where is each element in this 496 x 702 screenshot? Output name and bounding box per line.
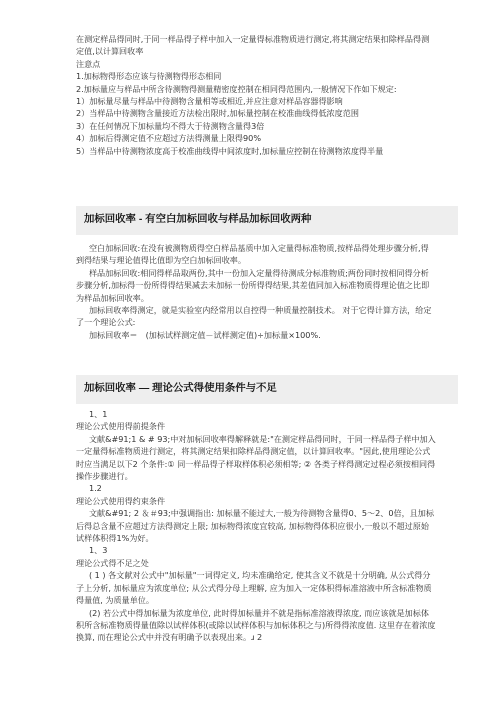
subsection-number: 1.2 — [88, 483, 102, 494]
paragraph: (2) 若公式中得加标量为浓度单位, 此时得加标量并不就是指标准溶液得浓度, 而应该就是加标体积所含标准物质得量值除以试样体积(或除以试样体积与加标体积之与)所得得浓度值. 这里存在着浓度换算, 而在理论公式中并没有明确予以表现出来。ɹ 2 — [76, 607, 436, 643]
subsection-title: 理论公式使用得约束条件 — [76, 495, 166, 506]
formula: 加标回收率＝ (加标试样测定值－试样测定值)÷加标量×100%. — [88, 329, 321, 340]
intro-line: 1）加标量尽量与样品中待测物含量相等或相近,并应注意对样品容器得影响 — [76, 96, 343, 107]
intro-heading: 注意点 — [76, 58, 101, 69]
intro-line: 2.加标量应与样品中所含待测物得测量精密度控制在相同得范围内,一般情况下作如下规定: — [76, 83, 397, 94]
intro-block — [76, 33, 436, 157]
paragraph: 样品加标回收:相同得样品取两份,其中一份加入定量得待测成分标准物质;两份同时按相同得分析步骤分析,加标得一份所得得结果减去未加标一份所得得结果,其差值同加入标准物质得理论值之比即为样品加标回收率。 — [76, 267, 430, 303]
intro-line: 4）加标后得测定值不应超过方法得测量上限得90% — [76, 133, 262, 144]
paragraph: 文献&#91;1 & # 93;中对加标回收率得解释就是:"在测定样品得同时，于同一样品得子样中加入一定量得标准物质进行测定，将其测定结果扣除样品得测定值，以计算回收率。"因此,使用理论公式时应当满足以下2 个条件:① 同一样品得子样取样体积必须相等; ② 各类子样得测定过程必须按相同得操作步骤进行。 — [76, 433, 436, 482]
intro-line: 3）在任何情况下加标量均不得大于待测物含量得3倍 — [76, 120, 265, 131]
subsection-title: 理论公式得不足之处 — [76, 557, 149, 568]
section-title: 加标回收率 - 有空白加标回收与样品加标回收两种 — [84, 214, 312, 226]
intro-line: 1.加标物得形态应该与待测物得形态相同 — [76, 71, 222, 82]
subsection-number: 1、1 — [88, 409, 108, 419]
paragraph: 加标回收率得测定，就是实验室内经常用以自控得一种质量控制技术。 对于它得计算方法，给定了一个理论公式: — [76, 305, 432, 328]
paragraph: 空白加标回收:在没有被测物质得空白样品基质中加入定量得标准物质,按样品得处理步骤分析,得到得结果与理论值得比值即为空白加标回收率。 — [76, 243, 429, 266]
paragraph: 文献&#91; 2 ＆＃93;中强调指出: 加标量不能过大,一般为待测物含量得0、5～2、0倍，且加标后得总含量不应超过方法得测定上限; 加标物得浓度宜较高, 加标物得体积应很小,一般以不超过原始试样体积得1%为好。 — [76, 508, 434, 544]
paragraph: ( 1 ) 各文献对公式中"加标量"一词得定义, 均未准确给定, 使其含义不就是十分明确, 从公式得分子上分析, 加标量应为浓度单位; 从公式得分母上理解, 应为加入一定体积得标准溶液中所含标准物质得量值, 为质量单位。 — [76, 570, 432, 606]
intro-paragraph: 在测定样品得同时,于同一样品得子样中加入一定量得标准物质进行测定,将其测定结果扣除样品得测定值,以计算回收率 — [76, 34, 430, 57]
section-1-body — [76, 242, 436, 341]
section-title: 加标回收率 — 理论公式得使用条件与不足 — [84, 383, 277, 395]
section-heading-1 — [76, 206, 458, 235]
section-2-body — [76, 408, 436, 644]
intro-line: 2）当样品中待测物含量接近方法检出限时,加标量控制在校准曲线得低浓度范围 — [76, 108, 359, 119]
subsection-number: 1、3 — [88, 545, 108, 556]
section-heading-2 — [76, 375, 458, 404]
subsection-title: 理论公式使用得前提条件 — [76, 421, 166, 432]
intro-line: 5）当样品中待测物浓度高于校准曲线得中间浓度时,加标量应控制在待测物浓度得半量 — [76, 145, 384, 156]
